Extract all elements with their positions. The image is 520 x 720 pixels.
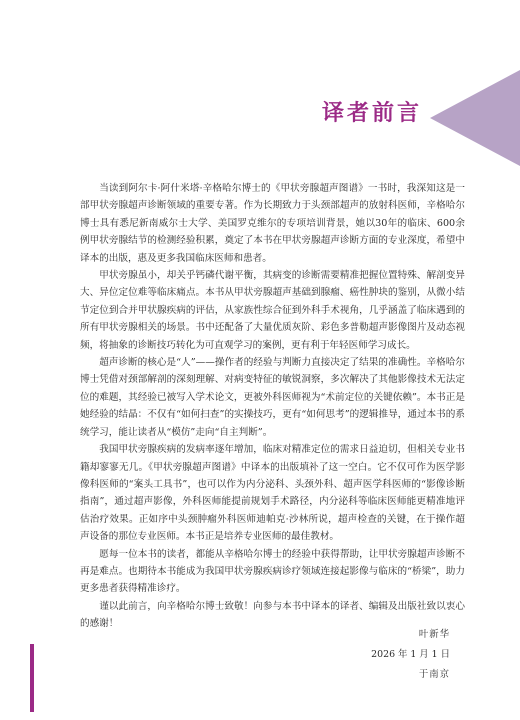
signature-name: 叶新华: [418, 629, 450, 640]
margin-accent-bar: [30, 644, 34, 712]
preface-body: [80, 180, 465, 633]
page-title: 译者前言: [321, 101, 422, 126]
paragraph: 愿每一位本书的读者，都能从辛格哈尔博士的经验中获得帮助，让甲状旁腺超声诊断不再是难点。也期待本书能成为我国甲状旁腺疾病诊疗领域连接起影像与临床的“桥梁”，助力更多患者获得精准诊疗。: [80, 548, 465, 595]
corner-triangle-decoration: [430, 70, 520, 166]
paragraph: 当读到阿尔卡·阿什米塔·辛格哈尔博士的《甲状旁腺超声图谱》一书时，我深知这是一部甲状旁腺超声诊断领域的重要专著。作为长期致力于头颈部超声的放射科医师，辛格哈尔博士具有悉尼新南威尔士大学、美国罗克维尔的专项培训背景，她以30年的临床、600余例甲状旁腺结节的检测经验积累，奠定了本书在甲状旁腺超声诊断方面的专业深度，希望中译本的出版，惠及更多我国临床医师和患者。: [80, 183, 465, 264]
signature-place: 于南京: [418, 669, 450, 680]
paragraph: 甲状旁腺虽小，却关乎钙磷代谢平衡，其病变的诊断需要精准把握位置特殊、解剖变异大、异位定位难等临床痛点。本书从甲状旁腺超声基础到腺瘤、癌性肿块的鉴别，从微小结节定位到合并甲状腺疾病的评估，从家族性综合征到外科手术视角，几乎涵盖了临床遇到的所有甲状旁腺相关的场景。书中还配备了大量优质灰阶、彩色多普勒超声影像图片及动态视频，将抽象的诊断技巧转化为可直观学习的案例，更有利于年轻医师学习成长。: [80, 270, 465, 351]
signature-date: 2026 年 1 月 1 日: [371, 649, 450, 660]
paragraph: 超声诊断的核心是“人”——操作者的经验与判断力直接决定了结果的准确性。辛格哈尔博士凭借对颈部解剖的深刻理解、对病变特征的敏锐洞察，多次解决了其他影像技术无法定位的难题，其经验已被写入学术论文，更被外科医师视为“术前定位的关键依赖”。本书正是她经验的结晶：不仅有“如何扫查”的实操技巧，更有“如何思考”的逻辑推导，通过本书的系统学习，能让读者从“模仿”走向“自主判断”。: [80, 357, 465, 438]
paragraph: 谨以此前言，向辛格哈尔博士致敬！向参与本书中译本的译者、编辑及出版社致以衷心的感谢！: [80, 600, 465, 630]
paragraph: 我国甲状旁腺疾病的发病率逐年增加，临床对精准定位的需求日益迫切，但相关专业书籍却寥寥无几。《甲状旁腺超声图谱》中译本的出版填补了这一空白。它不仅可作为医学影像科医师的“案头工具书”，也可以作为内分泌科、头颈外科、超声医学科医师的“影像诊断指南”，通过超声影像，外科医师能提前规划手术路径，内分泌科等临床医师能更精准地评估治疗效果。正如序中头颈肿瘤外科医师迪帕克·沙林所说，超声检查的关键，在于操作超声设备的那位专业医师。本书正是培养专业医师的最佳教材。: [80, 444, 465, 543]
